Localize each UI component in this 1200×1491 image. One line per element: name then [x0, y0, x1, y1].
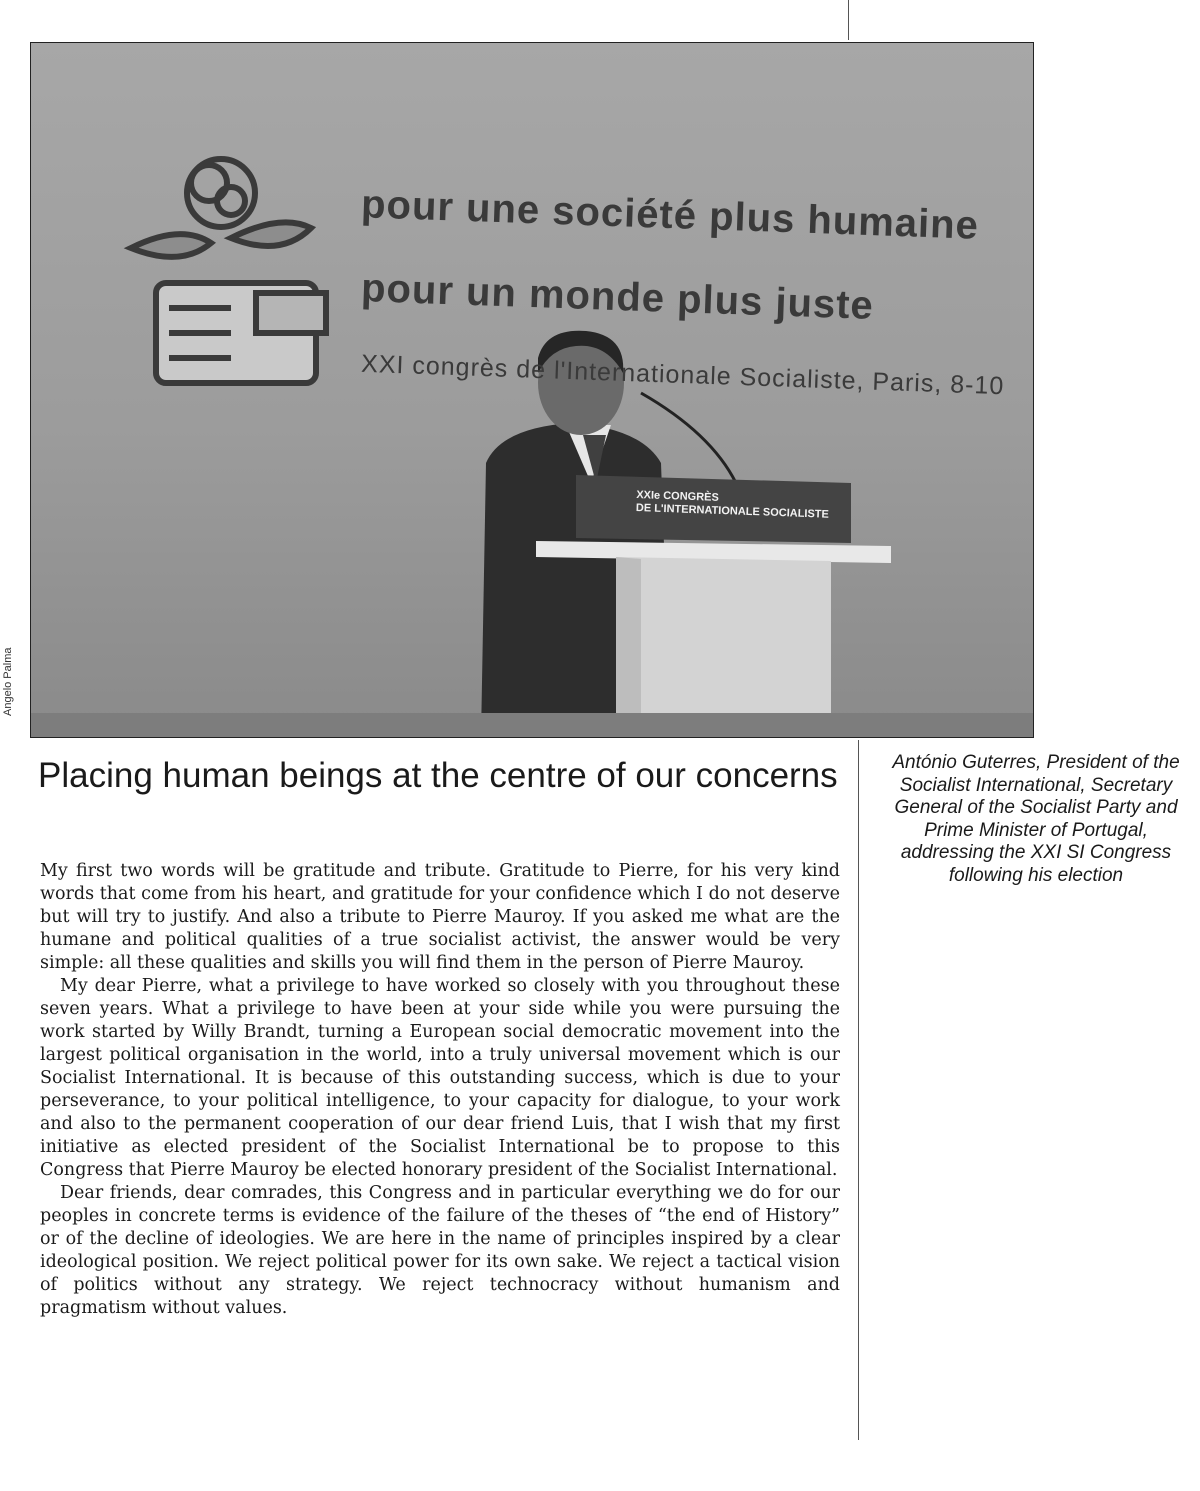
photo-credit: Angelo Palma — [2, 647, 14, 716]
banner-slogan-line-2: pour un monde plus juste — [360, 266, 875, 328]
article-paragraph: Dear friends, dear comrades, this Congress and in particular everything we do for our peoples in concrete terms is evidence of the failure of the theses of “the end of History” or of the decline of ideologies. We are here in the name of principles inspired by a clear ideological position. We reject political power for its own sake. We reject a tactical vision of politics without any strategy. We reject technocracy without humanism and pragmatism without values. — [40, 1183, 840, 1318]
photo-caption: António Guterres, President of the Socialist International, Secretary General of the Socialist Party and Prime Minister of Portugal, addressing the XXI SI Congress following his election — [892, 752, 1180, 886]
banner-slogan-line-1: pour une société plus humaine — [360, 182, 980, 248]
podium-sign-line-2: DE L'INTERNATIONALE SOCIALISTE — [635, 501, 830, 521]
banner-congress-line: XXI congrès de l'Internationale Socialiste, Paris, 8-10 — [360, 349, 1005, 401]
congress-photo — [30, 42, 1034, 738]
article-headline: Placing human beings at the centre of our concerns — [38, 756, 838, 795]
column-divider — [858, 740, 859, 1440]
rose-fist-logo — [131, 159, 326, 383]
podium-sign-line-1: XXIe CONGRÈS — [636, 488, 720, 504]
article-body — [40, 860, 840, 1320]
article-paragraph: My first two words will be gratitude and tribute. Gratitude to Pierre, for his very kind words that come from his heart, and gratitude for your confidence which I do not deserve but will try to justify. And also a tribute to Pierre Mauroy. If you asked me what are the humane and political qualities of a true socialist activist, the answer would be very simple: all these qualities and skills you will find them in the person of Pierre Mauroy. — [40, 861, 840, 973]
article-paragraph: My dear Pierre, what a privilege to have worked so closely with you throughout these seven years. What a privilege to have been at your side while you were pursuing the work started by Willy Brandt, turning a European social democratic movement into the largest political organisation in the world, into a truly universal movement which is our Socialist International. It is because of this outstanding success, which is due to your perseverance, to your political intelligence, to your capacity for dialogue, to your work and also to the permanent cooperation of our dear friend Luis, that I wish that my first initiative as elected president of the Socialist International be to propose to this Congress that Pierre Mauroy be elected honorary president of the Socialist International. — [40, 976, 840, 1180]
top-divider — [848, 0, 849, 40]
